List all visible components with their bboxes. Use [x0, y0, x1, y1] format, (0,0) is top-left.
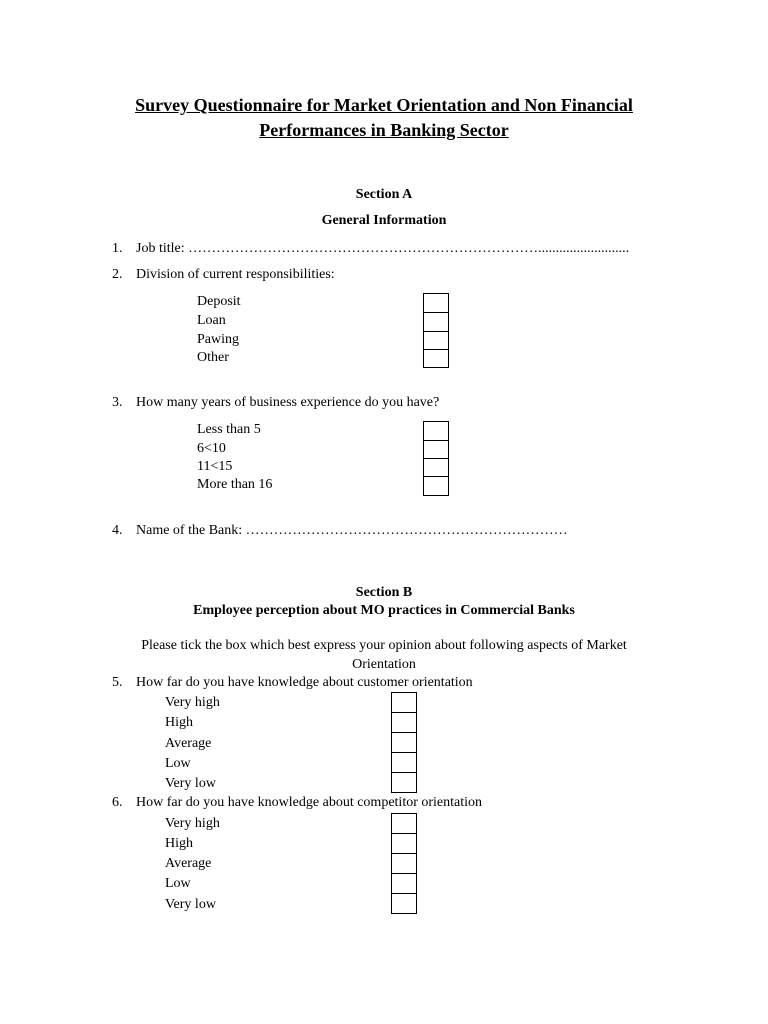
- q3-question: How many years of business experience do you have?: [136, 395, 440, 410]
- q6-option-very-low: Very low: [165, 897, 216, 912]
- q3-checkbox-more-than-16[interactable]: [423, 476, 449, 496]
- q6-checkbox-average[interactable]: [391, 853, 417, 874]
- instruction-line-2: Orientation: [352, 657, 416, 672]
- q5-option-very-high: Very high: [165, 695, 220, 710]
- q5-checkbox-high[interactable]: [391, 712, 417, 733]
- q5-checkbox-average[interactable]: [391, 732, 417, 753]
- q4-number: 4.: [112, 523, 123, 538]
- q6-checkbox-very-low[interactable]: [391, 893, 417, 914]
- q6-option-high: High: [165, 836, 193, 851]
- q6-checkbox-low[interactable]: [391, 873, 417, 894]
- section-a-subheading: General Information: [321, 213, 447, 228]
- q3-checkbox-less-than-5[interactable]: [423, 421, 449, 441]
- q2-checkbox-pawing[interactable]: [423, 331, 449, 350]
- q5-option-low: Low: [165, 756, 191, 771]
- q5-option-average: Average: [165, 736, 212, 751]
- q2-option-loan: Loan: [197, 313, 226, 328]
- q1-number: 1.: [112, 241, 123, 256]
- q6-checkbox-very-high[interactable]: [391, 813, 417, 834]
- q6-option-average: Average: [165, 856, 212, 871]
- q5-number: 5.: [112, 675, 123, 690]
- document-title-line-1: Survey Questionnaire for Market Orientation and Non Financial: [135, 95, 633, 115]
- q2-option-pawing: Pawing: [197, 332, 239, 347]
- q3-option-less-than-5: Less than 5: [197, 422, 261, 437]
- section-b-heading: Section B: [355, 585, 413, 600]
- q6-checkbox-high[interactable]: [391, 833, 417, 854]
- instruction-line-1: Please tick the box which best express your opinion about following aspects of Market: [141, 638, 627, 653]
- q3-option-6-10: 6<10: [197, 441, 226, 456]
- q2-checkbox-loan[interactable]: [423, 312, 449, 332]
- q2-checkbox-other[interactable]: [423, 349, 449, 368]
- q6-question: How far do you have knowledge about competitor orientation: [136, 795, 483, 810]
- q5-checkbox-very-low[interactable]: [391, 772, 417, 793]
- q2-number: 2.: [112, 267, 123, 282]
- section-b-subheading: Employee perception about MO practices in Commercial Banks: [193, 603, 575, 618]
- q5-checkbox-low[interactable]: [391, 752, 417, 773]
- document-title-line-2: Performances in Banking Sector: [259, 120, 509, 140]
- q1-job-title[interactable]: Job title: …………………………………………………………………..........................: [136, 241, 630, 256]
- q3-checkbox-11-15[interactable]: [423, 458, 449, 477]
- q2-checkbox-deposit[interactable]: [423, 293, 449, 313]
- q5-option-very-low: Very low: [165, 776, 216, 791]
- q2-option-deposit: Deposit: [197, 294, 241, 309]
- section-a-heading: Section A: [355, 187, 413, 202]
- q5-question: How far do you have knowledge about customer orientation: [136, 675, 473, 690]
- q5-option-high: High: [165, 715, 193, 730]
- q3-number: 3.: [112, 395, 123, 410]
- q6-option-very-high: Very high: [165, 816, 220, 831]
- q3-option-more-than-16: More than 16: [197, 477, 273, 492]
- q2-question: Division of current responsibilities:: [136, 267, 335, 282]
- q3-option-11-15: 11<15: [197, 459, 233, 474]
- q6-option-low: Low: [165, 876, 191, 891]
- q5-checkbox-very-high[interactable]: [391, 692, 417, 713]
- q4-bank-name[interactable]: Name of the Bank: ……………………………………………………………: [136, 523, 568, 538]
- q3-checkbox-6-10[interactable]: [423, 440, 449, 459]
- q2-option-other: Other: [197, 350, 229, 365]
- q6-number: 6.: [112, 795, 123, 810]
